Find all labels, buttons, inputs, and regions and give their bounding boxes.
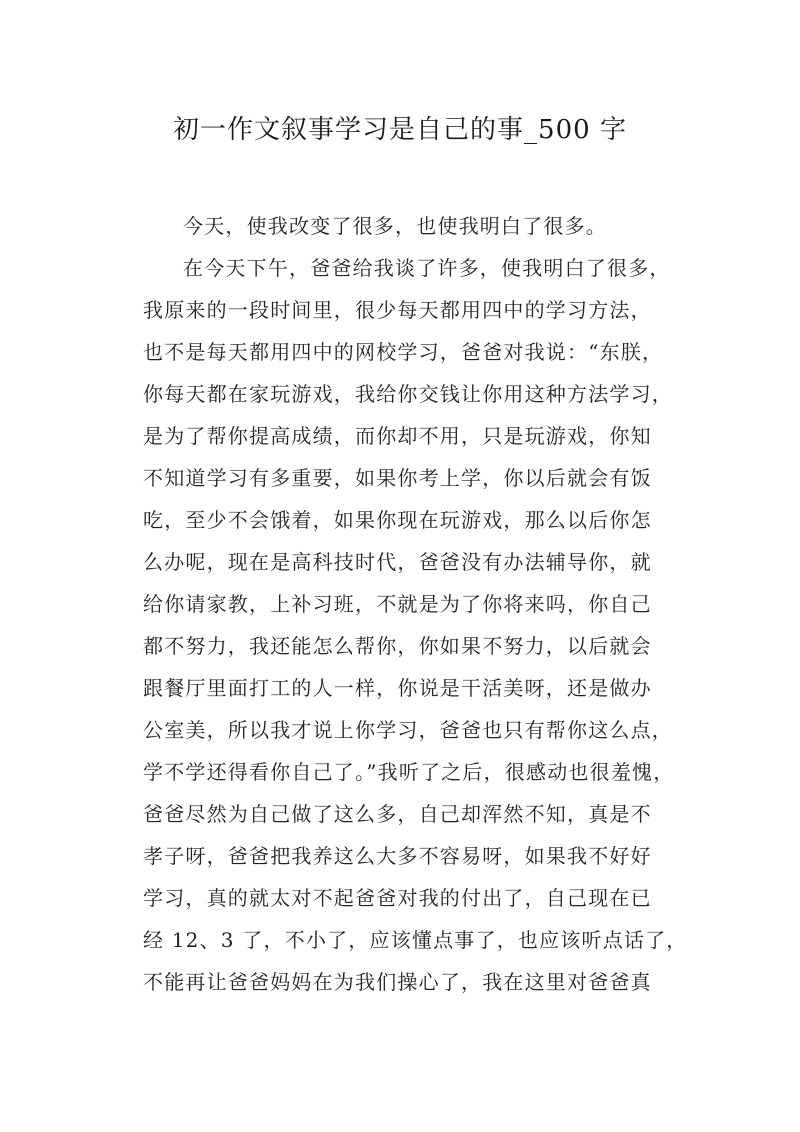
paragraph-line: 今天，使我改变了很多，也使我明白了很多。 [183,214,607,238]
paragraph-line: 我原来的一段时间里，很少每天都用四中的学习方法， [143,298,652,322]
paragraph-line: 公室美，所以我才说上你学习，爸爸也只有帮你这么点， [143,718,673,742]
paragraph-line: 跟餐厅里面打工的人一样，你说是干活美呀，还是做办 [143,676,652,700]
document-title: 初一作文叙事学习是自己的事_500 字 [173,115,627,145]
paragraph-line: 给你请家教，上补习班，不就是为了你将来吗，你自己 [143,592,652,616]
paragraph-line: 也不是每天都用四中的网校学习，爸爸对我说：“东朕， [143,340,664,364]
paragraph-line: 么办呢，现在是高科技时代，爸爸没有办法辅导你，就 [143,550,652,574]
paragraph-line: 在今天下午，爸爸给我谈了许多，使我明白了很多， [183,256,671,280]
paragraph-line: 不能再让爸爸妈妈在为我们操心了，我在这里对爸爸真 [143,970,652,994]
paragraph-line: 都不努力，我还能怎么帮你，你如果不努力，以后就会 [143,634,652,658]
paragraph-line: 爸爸尽然为自己做了这么多，自己却浑然不知，真是不 [143,802,652,826]
paragraph-line: 不知道学习有多重要，如果你考上学，你以后就会有饭 [143,466,652,490]
paragraph-line: 是为了帮你提高成绩，而你却不用，只是玩游戏，你知 [143,424,652,448]
paragraph-line: 你每天都在家玩游戏，我给你交钱让你用这种方法学习， [143,382,673,406]
document-body [143,205,688,1003]
paragraph-line: 孝子呀，爸爸把我养这么大多不容易呀，如果我不好好 [143,844,652,868]
paragraph-line: 学不学还得看你自己了。”我听了之后，很感动也很羞愧， [143,760,675,784]
paragraph-line: 学习，真的就太对不起爸爸对我的付出了，自己现在已 [143,886,652,910]
paragraph-line: 经 12、3 了，不小了，应该懂点事了，也应该听点话了， [143,928,688,952]
paragraph-line: 吃，至少不会饿着，如果你现在玩游戏，那么以后你怎 [143,508,652,532]
